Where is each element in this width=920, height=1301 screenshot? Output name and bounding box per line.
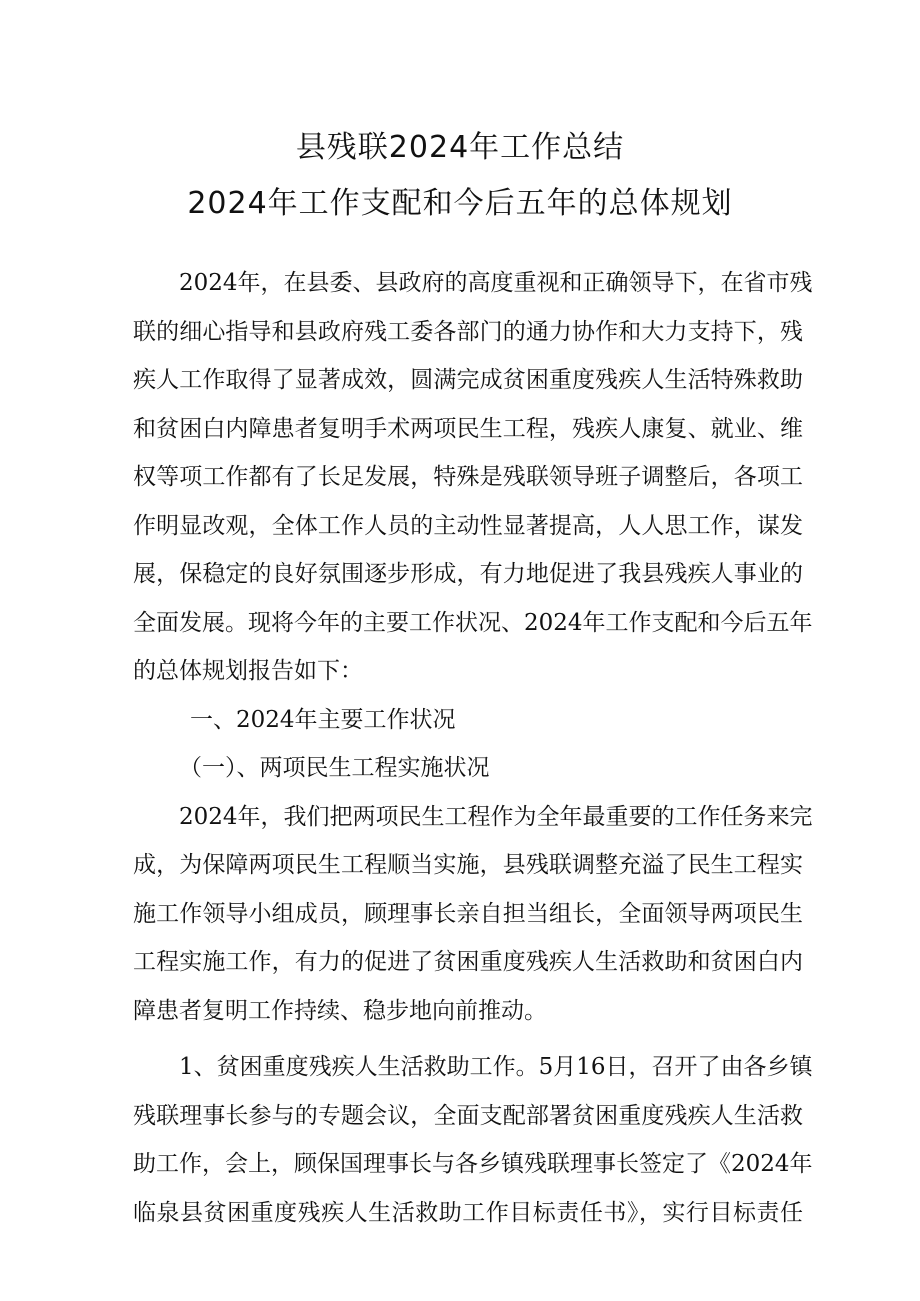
- intro-line: 权等项工作都有了长足发展，特殊是残联领导班子调整后，各项工: [133, 464, 803, 490]
- paragraph-line: 1、贫困重度残疾人生活救助工作。5月16日，召开了由各乡镇: [179, 1054, 813, 1080]
- paragraph-line: 助工作，会上，顾保国理事长与各乡镇残联理事长签定了《2024年: [133, 1151, 813, 1177]
- paragraph-line: 残联理事长参与的专题会议，全面支配部署贫困重度残疾人生活救: [133, 1103, 803, 1129]
- paragraph-line: 2024年，我们把两项民生工程作为全年最重要的工作任务来完: [179, 804, 813, 830]
- intro-line: 和贫困白内障患者复明手术两项民生工程，残疾人康复、就业、维: [133, 416, 803, 442]
- paragraph-line: 临泉县贫困重度残疾人生活救助工作目标责任书》，实行目标责任: [133, 1200, 803, 1226]
- paragraph-line: 工程实施工作，有力的促进了贫困重度残疾人生活救助和贫困白内: [133, 949, 803, 975]
- document-title: 县残联2024年工作总结: [295, 130, 625, 165]
- section-heading: 一、2024年主要工作状况: [190, 707, 456, 733]
- subsection-heading: （一）、两项民生工程实施状况: [179, 755, 490, 781]
- intro-line: 疾人工作取得了显著成效，圆满完成贫困重度残疾人生活特殊救助: [133, 367, 803, 393]
- paragraph-line: 施工作领导小组成员，顾理事长亲自担当组长，全面领导两项民生: [133, 901, 803, 927]
- document-subtitle: 2024年工作支配和今后五年的总体规划: [187, 186, 733, 221]
- intro-line: 2024年，在县委、县政府的高度重视和正确领导下，在省市残: [179, 270, 813, 296]
- intro-line: 联的细心指导和县政府残工委各部门的通力协作和大力支持下，残: [133, 319, 803, 345]
- paragraph-line: 障患者复明工作持续、稳步地向前推动。: [133, 998, 547, 1024]
- intro-line: 作明显改观，全体工作人员的主动性显著提高，人人思工作，谋发: [133, 513, 803, 539]
- intro-line: 的总体规划报告如下：: [133, 658, 363, 684]
- paragraph-line: 成，为保障两项民生工程顺当实施，县残联调整充溢了民生工程实: [133, 852, 803, 878]
- intro-line: 展，保稳定的良好氛围逐步形成，有力地促进了我县残疾人事业的: [133, 561, 803, 587]
- intro-line: 全面发展。现将今年的主要工作状况、2024年工作支配和今后五年: [133, 610, 813, 636]
